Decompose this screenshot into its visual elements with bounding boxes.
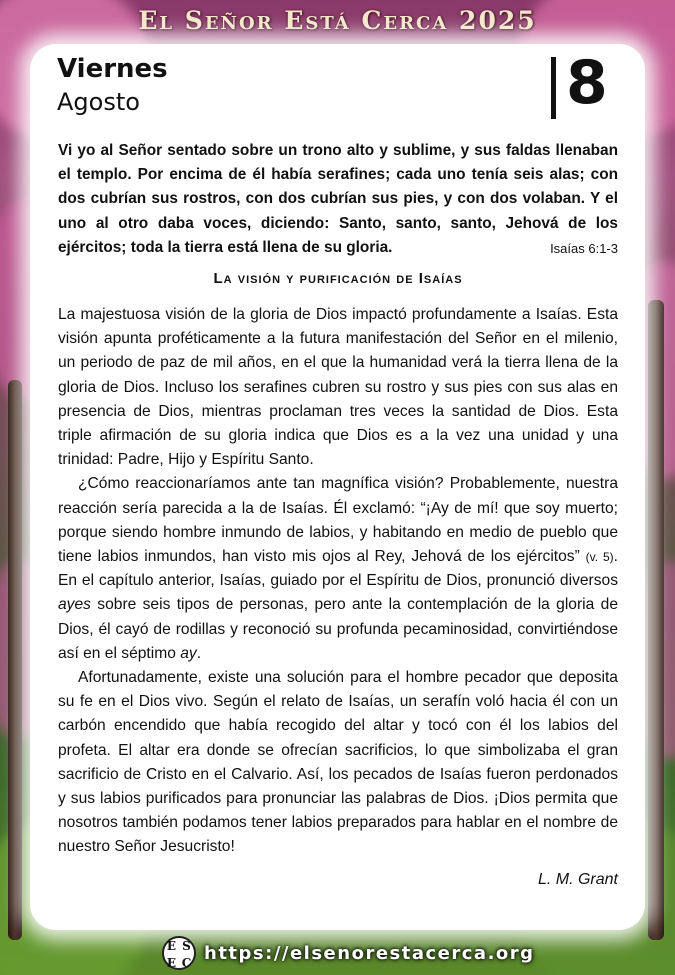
author-signature: L. M. Grant	[537, 871, 618, 888]
paragraph-2: ¿Cómo reaccionaríamos ante tan magnífica visión? Probablemente, nuestra reacción sería parecida a la de Isaías. Él exclamó: “¡Ay de mí! que soy muerto; porque siendo hombre inmundo de labios, y habitando en medio de pueblo que tiene labios inmundos, han visto mis ojos al Rey, Jehová de los ejércitos” (v. 5). En el capítulo anterior, Isaías, guiado por el Espíritu de Dios, pronunció diversos ayes sobre seis tipos de personas, pero ante la contemplación de la gloria de Dios, él cayó de rodillas y reconoció su profunda pecaminosidad, convirtiéndose así en el séptimo ay.	[58, 475, 618, 662]
scripture-verse	[58, 139, 618, 261]
weekday-label: Viernes	[57, 54, 168, 84]
verse-text: Vi yo al Señor sentado sobre un trono alto y sublime, y sus faldas llenaban el templo. Por encima de él había serafines; cada uno tenía seis alas; con dos cubrían sus rostros, con dos cubrían sus pies, y con dos volaban. Y el uno al otro daba voces, diciendo: Santo, santo, santo, Jehová de los ejércitos; toda la tierra está llena de su gloria.	[58, 142, 618, 256]
footer	[162, 935, 535, 971]
website-link[interactable]: https://elsenorestacerca.org	[204, 942, 535, 964]
section-title: La visión y purificación de Isaías	[213, 270, 463, 287]
date-divider	[551, 57, 556, 119]
devotional-body	[58, 303, 618, 860]
day-number: 8	[566, 48, 608, 118]
month-label: Agosto	[57, 88, 140, 116]
publication-banner: El Señor Está Cerca 2025	[138, 6, 537, 35]
esec-logo-icon: E S E C	[162, 936, 196, 970]
inline-reference: (v. 5)	[585, 550, 614, 565]
verse-reference: Isaías 6:1-3	[550, 240, 618, 256]
paragraph-1: La majestuosa visión de la gloria de Dios impactó profundamente a Isaías. Esta visión apunta proféticamente a la futura manifestación del Señor en el milenio, un periodo de paz de mil años, en el que la humanidad verá la tierra llena de la gloria de Dios. Incluso los serafines cubren su rostro y sus pies con sus alas en presencia de Dios, mientras proclaman tres veces la santidad de Dios. Esta triple afirmación de su gloria indica que Dios es a la vez una unidad y una trinidad: Padre, Hijo y Espíritu Santo.	[58, 306, 618, 469]
paragraph-3: Afortunadamente, existe una solución para el hombre pecador que deposita su fe en el Dios vivo. Según el relato de Isaías, un serafín voló hacia él con un carbón encendido que había recogido del altar y tocó con él los labios del profeta. El altar era donde se ofrecían sacrificios, lo que simbolizaba el gran sacrificio de Cristo en el Calvario. Así, los pecados de Isaías fueron perdonados y sus labios purificados para pronunciar las palabras de Dios. ¡Dios permita que nosotros también podamos tener labios preparados para hablar en el nombre de nuestro Señor Jesucristo!	[58, 669, 618, 856]
